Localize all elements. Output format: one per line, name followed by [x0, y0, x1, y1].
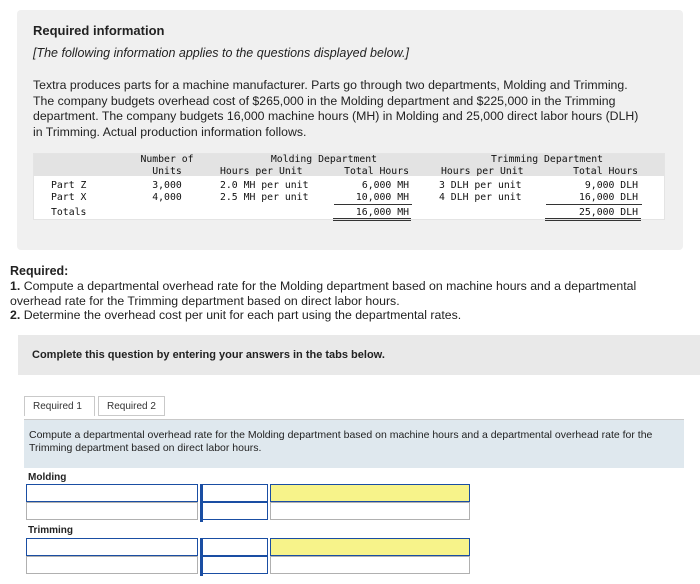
- trimming-label: Trimming: [28, 525, 74, 536]
- tab-required-1[interactable]: Required 1: [24, 396, 95, 416]
- mold-total-double-line: [333, 218, 411, 221]
- trimming-header: Trimming Department: [490, 154, 604, 165]
- mold-total-value: 10,000 MH: [355, 192, 409, 203]
- mold-hpu-header: Hours per Unit: [220, 166, 303, 177]
- trim-total-double-line: [545, 218, 641, 221]
- trim-hpu-value: 4 DLH per unit: [439, 192, 522, 203]
- tab-required-2[interactable]: Required 2: [98, 396, 165, 416]
- trimming-denominator-label-input[interactable]: [26, 556, 198, 574]
- molding-denominator-label-input[interactable]: [26, 502, 198, 520]
- production-table: [33, 153, 665, 220]
- info-title: Required information: [33, 23, 165, 38]
- trim-hpu-value: 3 DLH per unit: [439, 180, 522, 191]
- mold-hpu-value: 2.0 MH per unit: [220, 180, 309, 191]
- molding-numerator-input[interactable]: [200, 484, 268, 502]
- trim-subtotal-line: [546, 204, 642, 205]
- trim-total-value: 9,000 DLH: [584, 180, 638, 191]
- units-header: Number of Units: [140, 154, 194, 177]
- row-label: Part Z: [51, 180, 87, 191]
- molding-header: Molding Department: [270, 154, 378, 165]
- totals-label: Totals: [51, 207, 87, 218]
- trimming-denominator-input[interactable]: [200, 556, 268, 574]
- molding-divider-bar: [200, 484, 203, 522]
- trim-hpu-header: Hours per Unit: [441, 166, 524, 177]
- mold-hpu-value: 2.5 MH per unit: [220, 192, 309, 203]
- trimming-numerator-input[interactable]: [200, 538, 268, 556]
- mold-total-value: 6,000 MH: [361, 180, 409, 191]
- molding-numerator-label-input[interactable]: [26, 484, 198, 502]
- mold-total-header: Total Hours: [344, 166, 409, 177]
- info-subtitle: [The following information applies to the questions displayed below.]: [33, 46, 409, 60]
- molding-rate-input[interactable]: [270, 484, 470, 502]
- units-value: 4,000: [152, 192, 182, 203]
- trimming-numerator-label-input[interactable]: [26, 538, 198, 556]
- instructions-text: Complete this question by entering your answers in the tabs below.: [32, 349, 385, 361]
- units-value: 3,000: [152, 180, 182, 191]
- trimming-rate-unit-input[interactable]: [270, 556, 470, 574]
- trim-total-value: 16,000 DLH: [579, 192, 638, 203]
- required-heading: Required:: [10, 264, 69, 278]
- mold-subtotal-line: [334, 204, 412, 205]
- trimming-divider-bar: [200, 538, 203, 576]
- molding-denominator-input[interactable]: [200, 502, 268, 520]
- trim-total-header: Total Hours: [573, 166, 638, 177]
- row-label: Part X: [51, 192, 87, 203]
- mold-total-sum: 16,000 MH: [355, 207, 409, 218]
- molding-rate-unit-input[interactable]: [270, 502, 470, 520]
- trim-total-sum: 25,000 DLH: [579, 207, 638, 218]
- required-item-2: 2. Determine the overhead cost per unit for each part using the departmental rates.: [10, 308, 462, 322]
- question-text: Compute a departmental overhead rate for the Molding department based on machine hours and a departmental overhead rate for the Trimming department based on direct labor hours.: [29, 429, 653, 454]
- molding-label: Molding: [28, 472, 67, 483]
- trimming-rate-input[interactable]: [270, 538, 470, 556]
- intro-paragraph: Textra produces parts for a machine manufacturer. Parts go through two departments, Molding and Trimming. The company budgets overhead cost of $265,000 in the Molding department and $225,000 in the Trimming department. The company budgets 16,000 machine hours (MH) in Molding and 25,000 direct labor hours (DLH) in Trimming. Actual production information follows.: [33, 78, 639, 139]
- required-items: [10, 279, 680, 323]
- required-item-1: 1. Compute a departmental overhead rate for the Molding department based on machine hours and a departmental overhead rate for the Trimming department based on direct labor hours.: [10, 279, 637, 308]
